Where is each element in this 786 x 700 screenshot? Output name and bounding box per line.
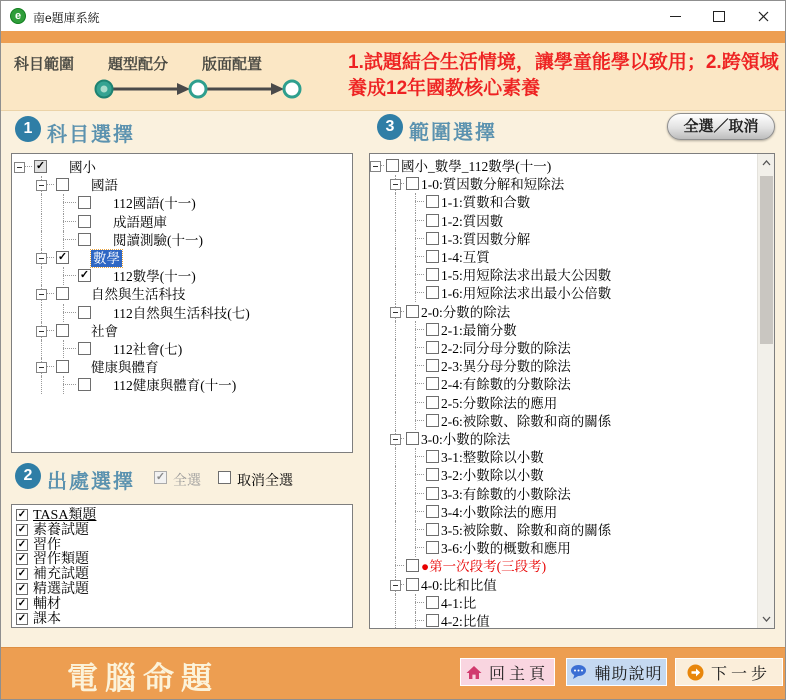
source-item-label[interactable]: 習作類題 <box>33 552 89 568</box>
speech-bubble-icon <box>570 664 587 680</box>
tree-guide-line <box>395 412 396 430</box>
tree-checkbox[interactable] <box>78 342 91 355</box>
tree-checkbox[interactable] <box>426 250 439 263</box>
tree-node[interactable] <box>370 357 774 375</box>
tree-checkbox[interactable] <box>78 215 91 228</box>
tree-guide-line <box>41 231 42 249</box>
tree-checkbox[interactable] <box>78 196 91 209</box>
tree-node-label[interactable]: 社會 <box>91 323 118 339</box>
tree-node-label[interactable]: 2-3:異分母分數的除法 <box>441 359 571 375</box>
tree-checkbox[interactable] <box>426 377 439 390</box>
tree-node[interactable] <box>12 376 352 394</box>
source-item-label[interactable]: 輔材 <box>33 596 61 612</box>
tree-node-label[interactable]: 1-2:質因數 <box>441 213 504 229</box>
tree-guide-line <box>415 474 424 475</box>
tree-guide-line <box>395 565 404 566</box>
tree-guide-line <box>395 339 396 357</box>
tree-guide-line <box>415 529 424 530</box>
source-list-panel <box>11 504 353 628</box>
tree-guide-line <box>415 539 416 557</box>
subject-tree-panel <box>11 153 353 453</box>
tree-guide-line <box>415 402 424 403</box>
tree-node[interactable] <box>370 466 774 484</box>
tree-guide-line <box>415 420 424 421</box>
tree-checkbox[interactable] <box>78 269 91 282</box>
tree-node[interactable] <box>12 267 352 285</box>
tree-node-label[interactable]: 數學 <box>93 251 120 266</box>
tree-guide-line <box>395 375 396 393</box>
collapse-icon[interactable] <box>14 162 25 173</box>
tree-node[interactable] <box>370 430 774 448</box>
tree-guide-line <box>415 394 416 412</box>
tree-guide-line <box>415 547 424 548</box>
brand-title: 電腦命題 <box>67 661 219 696</box>
tree-checkbox[interactable] <box>426 505 439 518</box>
tree-guide-line <box>415 511 424 512</box>
tree-guide-line <box>415 602 424 603</box>
step-circle-3[interactable] <box>284 81 300 97</box>
next-step-button[interactable] <box>675 658 783 686</box>
collapse-icon[interactable] <box>36 180 47 191</box>
tree-node-label[interactable]: 1-5:用短除法求出最大公因數 <box>441 268 612 284</box>
notice-line-1: 1.試題結合生活情境，讓學童能學以致用；2.跨領域 <box>348 52 779 73</box>
tree-guide-line <box>415 456 424 457</box>
tree-node[interactable] <box>12 322 352 340</box>
notice-text <box>348 50 786 102</box>
tree-node-label[interactable]: 健康與體育 <box>91 360 159 376</box>
tree-checkbox[interactable] <box>78 233 91 246</box>
minimize-icon <box>670 16 681 17</box>
tree-node[interactable] <box>370 448 774 466</box>
tree-node[interactable] <box>12 213 352 231</box>
source-list-item[interactable] <box>12 582 352 597</box>
source-checkbox[interactable] <box>16 583 28 595</box>
tree-node-label[interactable]: 成語題庫 <box>113 214 167 230</box>
tree-node-label[interactable]: 4-2:比值 <box>441 614 490 629</box>
tree-node-label[interactable]: 112數學(十一) <box>113 269 196 285</box>
tree-guide-line <box>415 357 416 375</box>
notice-line-2: 養成12年國教核心素養 <box>348 78 541 99</box>
tree-node-label[interactable]: 2-2:同分母分數的除法 <box>441 341 571 356</box>
tree-guide-line <box>63 202 76 203</box>
tree-node-label[interactable]: 3-4:小數除法的應用 <box>441 504 558 520</box>
tree-guide-line <box>395 266 396 284</box>
maximize-button[interactable] <box>697 1 741 31</box>
tree-guide-line <box>395 466 396 484</box>
tree-node[interactable] <box>12 194 352 212</box>
tree-guide-line <box>63 312 76 313</box>
tree-guide-line <box>415 193 416 211</box>
tree-node-label[interactable]: 1-4:互質 <box>441 250 490 265</box>
tree-guide-line <box>63 376 64 394</box>
tree-guide-line <box>63 340 64 358</box>
tree-guide-line <box>415 412 416 430</box>
tree-guide-line <box>41 304 42 322</box>
step-label-subject-range: 科目範圍 <box>13 56 75 73</box>
tree-node[interactable] <box>370 576 774 594</box>
tree-guide-line <box>415 292 424 293</box>
source-checkbox[interactable] <box>16 568 28 580</box>
select-all-label: 全選 <box>173 474 201 489</box>
tree-node-label[interactable]: 1-6:用短除法求出最小公倍數 <box>441 286 612 302</box>
tree-node-label[interactable]: ●第一次段考(三段考) <box>421 559 547 575</box>
tree-guide-line <box>415 521 416 539</box>
tree-checkbox[interactable] <box>56 287 69 300</box>
tree-guide-line <box>63 194 64 212</box>
tree-node-label[interactable]: 國小 <box>69 160 96 175</box>
tree-guide-line <box>415 212 416 230</box>
tree-checkbox[interactable] <box>406 578 419 591</box>
tree-checkbox[interactable] <box>426 232 439 245</box>
tree-guide-line <box>395 557 396 575</box>
select-all-checkbox[interactable] <box>154 471 167 484</box>
tree-guide-line <box>395 230 396 248</box>
collapse-icon[interactable] <box>36 289 47 300</box>
tree-node[interactable] <box>370 321 774 339</box>
tree-node-label[interactable]: 2-6:被除數、除數和商的關係 <box>441 413 612 429</box>
tree-node-label[interactable]: 1-3:質因數分解 <box>441 231 531 247</box>
help-button-label: 輔助說明 <box>594 665 663 683</box>
tree-node[interactable] <box>370 248 774 266</box>
tree-guide-line <box>415 201 424 202</box>
tree-guide-line <box>395 594 396 612</box>
tree-checkbox[interactable] <box>406 177 419 190</box>
tree-checkbox[interactable] <box>426 450 439 463</box>
tree-guide-line <box>415 256 424 257</box>
tree-node[interactable] <box>370 394 774 412</box>
tree-guide-line <box>63 267 64 285</box>
tree-guide-line <box>395 284 396 302</box>
tree-guide-line <box>415 503 416 521</box>
source-checkbox[interactable] <box>16 539 28 551</box>
tree-guide-line <box>415 375 416 393</box>
app-logo-icon: e <box>10 8 26 24</box>
tree-node[interactable] <box>370 557 774 575</box>
tree-guide-line <box>415 448 416 466</box>
tree-checkbox[interactable] <box>34 160 47 173</box>
collapse-icon[interactable] <box>390 307 401 318</box>
help-button[interactable] <box>566 658 667 686</box>
tree-guide-line <box>41 340 42 358</box>
top-accent-bar <box>1 31 785 43</box>
collapse-icon[interactable] <box>390 434 401 445</box>
tree-node-label[interactable]: 2-5:分數除法的應用 <box>441 395 558 411</box>
source-checkbox[interactable] <box>16 553 28 565</box>
tree-guide-line <box>63 304 64 322</box>
tree-guide-line <box>415 238 424 239</box>
step-label-question-allocation: 題型配分 <box>107 56 169 73</box>
tree-guide-line <box>415 339 416 357</box>
tree-node-label[interactable]: 2-1:最簡分數 <box>441 322 517 338</box>
range-tree-panel <box>369 153 775 629</box>
tree-checkbox[interactable] <box>56 360 69 373</box>
source-list-item[interactable] <box>12 552 352 567</box>
tree-guide-line <box>395 485 396 503</box>
source-checkbox[interactable] <box>16 613 28 625</box>
tree-checkbox[interactable] <box>426 268 439 281</box>
section-3-title: 範圍選擇 <box>409 122 497 144</box>
next-button-label: 下一步 <box>710 665 771 683</box>
tree-checkbox[interactable] <box>56 251 69 264</box>
tree-checkbox[interactable] <box>78 306 91 319</box>
tree-node[interactable] <box>370 485 774 503</box>
tree-node-label[interactable]: 3-0:小數的除法 <box>421 432 511 447</box>
tree-checkbox[interactable] <box>56 178 69 191</box>
tree-node[interactable] <box>370 303 774 321</box>
tree-guide-line <box>395 612 396 629</box>
tree-guide-line <box>415 230 416 248</box>
tree-guide-line <box>41 213 42 231</box>
tree-node-label[interactable]: 2-0:分數的除法 <box>421 304 511 320</box>
tree-guide-line <box>63 275 76 276</box>
tree-guide-line <box>395 321 396 339</box>
tree-checkbox[interactable] <box>426 487 439 500</box>
tree-guide-line <box>63 213 64 231</box>
section-1-title: 科目選擇 <box>47 124 135 146</box>
source-list-item[interactable] <box>12 538 352 553</box>
tree-checkbox[interactable] <box>56 324 69 337</box>
tree-node[interactable] <box>12 340 352 358</box>
tree-guide-line <box>415 248 416 266</box>
tree-checkbox[interactable] <box>426 341 439 354</box>
collapse-icon[interactable] <box>370 161 381 172</box>
tree-node[interactable] <box>370 230 774 248</box>
tree-node[interactable] <box>12 176 352 194</box>
collapse-icon[interactable] <box>390 179 401 190</box>
tree-guide-line <box>395 503 396 521</box>
tree-node-label[interactable]: 2-4:有餘數的分數除法 <box>441 377 571 393</box>
source-list-item[interactable] <box>12 612 352 627</box>
home-button-label: 回主頁 <box>488 665 549 683</box>
tree-node-label[interactable]: 3-2:小數除以小數 <box>441 468 544 484</box>
title-bar <box>1 1 785 31</box>
source-item-label[interactable]: TASA類題 <box>33 508 97 523</box>
tree-guide-line <box>415 594 416 612</box>
maximize-icon <box>713 11 725 22</box>
source-list-item[interactable] <box>12 567 352 582</box>
wizard-header <box>1 43 785 111</box>
tree-guide-line <box>63 384 76 385</box>
next-arrow-icon <box>687 664 704 681</box>
section-3-number: 3 <box>377 114 403 140</box>
home-button[interactable] <box>460 658 555 686</box>
tree-node-label[interactable]: 112健康與體育(十一) <box>113 378 237 394</box>
tree-guide-line <box>395 394 396 412</box>
footer-bar <box>1 647 785 700</box>
tree-node-label[interactable]: 自然與生活科技 <box>91 287 186 303</box>
tree-node[interactable] <box>370 266 774 284</box>
tree-node[interactable] <box>370 539 774 557</box>
stepper-graphic <box>61 77 331 101</box>
tree-checkbox[interactable] <box>426 614 439 627</box>
tree-node[interactable] <box>12 231 352 249</box>
source-list-item[interactable] <box>12 523 352 538</box>
tree-guide-line <box>395 193 396 211</box>
tree-checkbox[interactable] <box>426 214 439 227</box>
tree-checkbox[interactable] <box>406 305 419 318</box>
source-item-label[interactable]: 精選試題 <box>33 582 89 597</box>
tree-guide-line <box>395 212 396 230</box>
tree-node[interactable] <box>370 612 774 629</box>
tree-node[interactable] <box>370 521 774 539</box>
source-list-item[interactable] <box>12 508 352 523</box>
tree-checkbox[interactable] <box>386 159 399 172</box>
tree-guide-line <box>63 348 76 349</box>
tree-checkbox[interactable] <box>426 523 439 536</box>
tree-guide-line <box>415 284 416 302</box>
tree-node[interactable] <box>12 158 352 176</box>
tree-checkbox[interactable] <box>426 541 439 554</box>
tree-guide-line <box>395 357 396 375</box>
tree-node-label[interactable]: 4-1:比 <box>441 595 477 611</box>
tree-checkbox[interactable] <box>426 195 439 208</box>
tree-guide-line <box>395 448 396 466</box>
tree-checkbox[interactable] <box>426 596 439 609</box>
tree-node[interactable] <box>370 375 774 393</box>
collapse-icon[interactable] <box>36 362 47 373</box>
tree-checkbox[interactable] <box>426 359 439 372</box>
tree-guide-line <box>415 485 416 503</box>
tree-guide-line <box>415 383 424 384</box>
tree-checkbox[interactable] <box>426 414 439 427</box>
tree-checkbox[interactable] <box>426 323 439 336</box>
tree-guide-line <box>415 466 416 484</box>
tree-node-label[interactable]: 112社會(七) <box>113 342 183 357</box>
tree-guide-line <box>41 376 42 394</box>
deselect-all-checkbox[interactable] <box>218 471 231 484</box>
tree-guide-line <box>415 321 416 339</box>
source-item-label[interactable]: 習作 <box>33 537 61 553</box>
tree-node[interactable] <box>370 339 774 357</box>
step-circle-2[interactable] <box>190 81 206 97</box>
close-button[interactable] <box>741 1 785 31</box>
tree-node-label[interactable]: 3-6:小數的概數和應用 <box>441 541 571 557</box>
section-2-title: 出處選擇 <box>47 471 135 493</box>
tree-node[interactable] <box>370 157 774 175</box>
source-list-item[interactable] <box>12 597 352 612</box>
section-2-number: 2 <box>15 463 41 489</box>
tree-node-label[interactable]: 閱讀測驗(十一) <box>113 232 203 248</box>
tree-node-label[interactable]: 112自然與生活科技(七) <box>113 305 250 321</box>
tree-guide-line <box>415 329 424 330</box>
tree-guide-line <box>415 347 424 348</box>
tree-checkbox[interactable] <box>78 378 91 391</box>
tree-node-label[interactable]: 3-1:整數除以小數 <box>441 450 544 466</box>
tree-guide-line <box>41 194 42 212</box>
tree-guide-line <box>63 231 64 249</box>
tree-node[interactable] <box>370 212 774 230</box>
tree-node-label[interactable]: 1-1:質數和合數 <box>441 195 531 211</box>
collapse-icon[interactable] <box>36 253 47 264</box>
tree-node-label[interactable]: 1-0:質因數分解和短除法 <box>421 177 565 193</box>
source-item-label[interactable]: 素養試題 <box>33 522 89 538</box>
tree-node-label[interactable]: 國語 <box>91 178 118 194</box>
close-icon <box>758 11 769 22</box>
tree-guide-line <box>415 220 424 221</box>
tree-checkbox[interactable] <box>426 286 439 299</box>
tree-guide-line <box>415 365 424 366</box>
tree-guide-line <box>395 248 396 266</box>
tree-guide-line <box>415 274 424 275</box>
source-item-label[interactable]: 補充試題 <box>33 567 89 583</box>
tree-node[interactable] <box>370 412 774 430</box>
select-all-toggle-button[interactable]: 全選／取消 <box>667 113 775 140</box>
tree-node[interactable] <box>12 249 352 267</box>
tree-guide-line <box>415 493 424 494</box>
source-checkbox[interactable] <box>16 509 28 521</box>
step-label-layout: 版面配置 <box>201 56 263 73</box>
tree-guide-line <box>63 221 76 222</box>
tree-checkbox[interactable] <box>426 468 439 481</box>
tree-checkbox[interactable] <box>406 559 419 572</box>
tree-guide-line <box>63 239 76 240</box>
window-title: 南e題庫系統 <box>33 11 100 25</box>
source-checkbox[interactable] <box>16 598 28 610</box>
tree-node[interactable] <box>370 503 774 521</box>
tree-node[interactable] <box>370 193 774 211</box>
tree-node[interactable] <box>370 594 774 612</box>
tree-guide-line <box>415 620 424 621</box>
tree-node[interactable] <box>12 304 352 322</box>
tree-guide-line <box>395 521 396 539</box>
tree-guide-line <box>415 266 416 284</box>
section-1-number: 1 <box>15 116 41 142</box>
tree-node-label[interactable]: 112國語(十一) <box>113 196 196 212</box>
tree-node-label[interactable]: 3-3:有餘數的小數除法 <box>441 486 571 502</box>
tree-node[interactable] <box>12 358 352 376</box>
collapse-icon[interactable] <box>390 580 401 591</box>
deselect-all-label: 取消全選 <box>237 474 293 489</box>
tree-node[interactable] <box>370 175 774 193</box>
tree-node[interactable] <box>12 285 352 303</box>
home-icon <box>466 665 482 680</box>
tree-guide-line <box>41 267 42 285</box>
tree-node[interactable] <box>370 284 774 302</box>
tree-checkbox[interactable] <box>426 396 439 409</box>
source-checkbox[interactable] <box>16 524 28 536</box>
collapse-icon[interactable] <box>36 326 47 337</box>
source-item-label[interactable]: 課本 <box>33 611 61 627</box>
minimize-button[interactable] <box>653 1 697 31</box>
tree-guide-line <box>395 539 396 557</box>
tree-node-label[interactable]: 4-0:比和比值 <box>421 577 497 593</box>
tree-node-label[interactable]: 3-5:被除數、除數和商的關係 <box>441 523 612 538</box>
tree-checkbox[interactable] <box>406 432 419 445</box>
tree-node-label[interactable]: 國小_數學_112數學(十一) <box>401 159 552 174</box>
